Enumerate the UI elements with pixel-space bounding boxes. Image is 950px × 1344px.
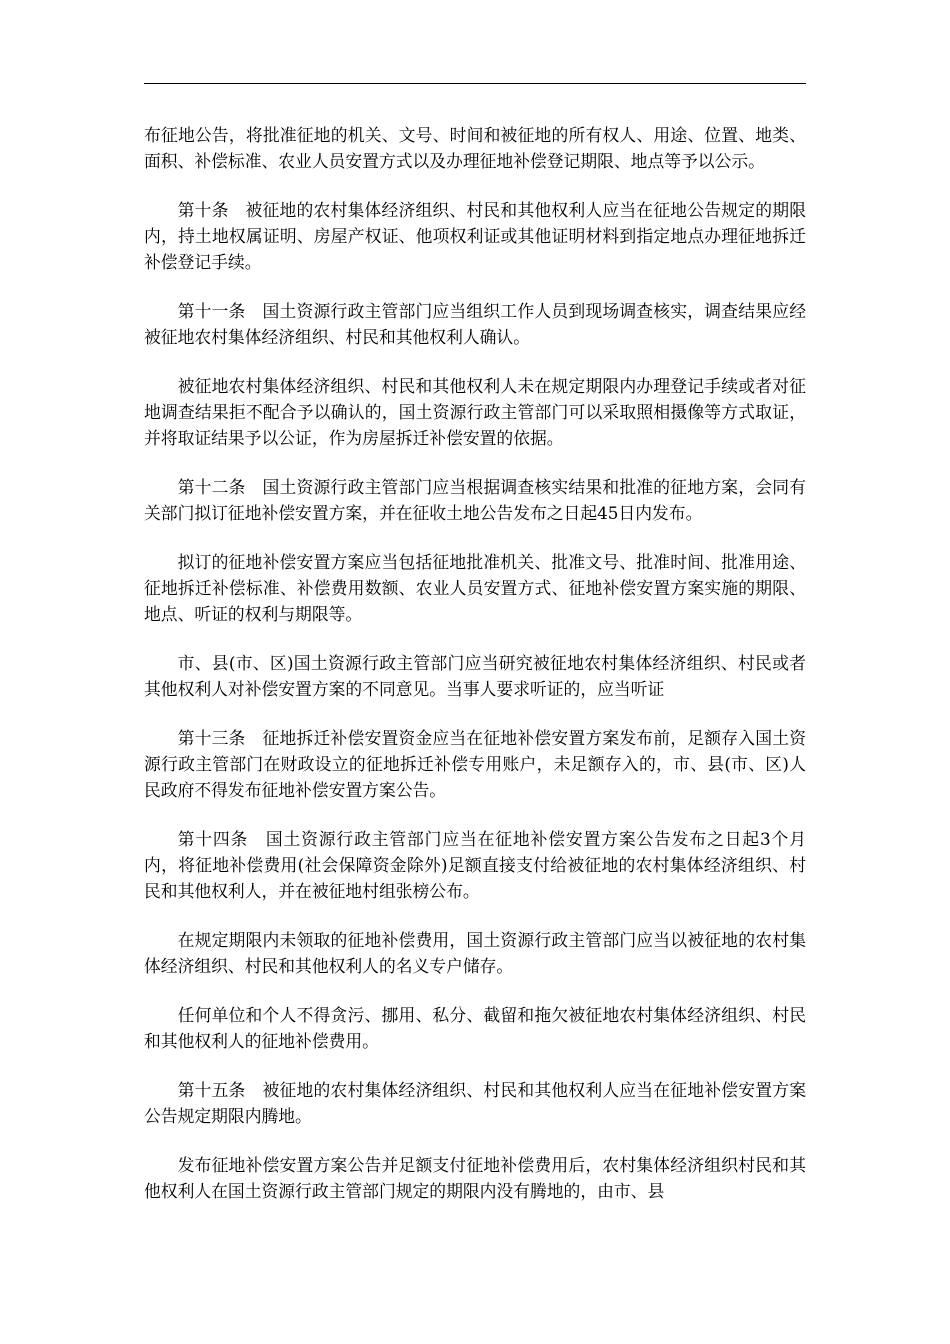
paragraph-article-11-clause-2: 被征地农村集体经济组织、村民和其他权利人未在规定期限内办理登记手续或者对征地调查结果拒不配合予以确认的，国土资源行政主管部门可以采取照相摄像等方式取证，并将取证结果予以公证，作为房屋拆迁补偿安置的依据。	[144, 376, 806, 448]
document-body	[144, 122, 806, 1227]
paragraph-article-12: 第十二条 国土资源行政主管部门应当根据调查核实结果和批准的征地方案，会同有关部门拟订征地补偿安置方案，并在征收土地公告发布之日起45日内发布。	[144, 477, 806, 523]
paragraph-continuation: 布征地公告，将批准征地的机关、文号、时间和被征地的所有权人、用途、位置、地类、面积、补偿标准、农业人员安置方式以及办理征地补偿登记期限、地点等予以公示。	[144, 125, 806, 171]
paragraph-article-15: 第十五条 被征地的农村集体经济组织、村民和其他权利人应当在征地补偿安置方案公告规定期限内腾地。	[144, 1080, 806, 1126]
header-rule	[144, 83, 806, 84]
paragraph-article-11: 第十一条 国土资源行政主管部门应当组织工作人员到现场调查核实，调查结果应经被征地农村集体经济组织、村民和其他权利人确认。	[144, 301, 806, 347]
paragraph-article-14-clause-2: 在规定期限内未领取的征地补偿费用，国土资源行政主管部门应当以被征地的农村集体经济组织、村民和其他权利人的名义专户储存。	[144, 930, 806, 976]
paragraph-article-10: 第十条 被征地的农村集体经济组织、村民和其他权利人应当在征地公告规定的期限内，持土地权属证明、房屋产权证、他项权利证或其他证明材料到指定地点办理征地拆迁补偿登记手续。	[144, 200, 806, 272]
paragraph-article-12-clause-3: 市、县(市、区)国土资源行政主管部门应当研究被征地农村集体经济组织、村民或者其他权利人对补偿安置方案的不同意见。当事人要求听证的，应当听证	[144, 653, 806, 699]
paragraph-article-14: 第十四条 国土资源行政主管部门应当在征地补偿安置方案公告发布之日起3个月内，将征地补偿费用(社会保障资金除外)足额直接支付给被征地的农村集体经济组织、村民和其他权利人，并在被征地村组张榜公布。	[144, 829, 806, 901]
paragraph-article-15-clause-2: 发布征地补偿安置方案公告并足额支付征地补偿费用后，农村集体经济组织村民和其他权利人在国土资源行政主管部门规定的期限内没有腾地的，由市、县	[144, 1155, 806, 1201]
paragraph-article-14-clause-3: 任何单位和个人不得贪污、挪用、私分、截留和拖欠被征地农村集体经济组织、村民和其他权利人的征地补偿费用。	[144, 1005, 806, 1051]
paragraph-article-13: 第十三条 征地拆迁补偿安置资金应当在征地补偿安置方案发布前，足额存入国土资源行政主管部门在财政设立的征地拆迁补偿专用账户，未足额存入的，市、县(市、区)人民政府不得发布征地补偿安置方案公告。	[144, 728, 806, 800]
paragraph-article-12-clause-2: 拟订的征地补偿安置方案应当包括征地批准机关、批准文号、批准时间、批准用途、征地拆迁补偿标准、补偿费用数额、农业人员安置方式、征地补偿安置方案实施的期限、地点、听证的权利与期限等。	[144, 552, 806, 624]
